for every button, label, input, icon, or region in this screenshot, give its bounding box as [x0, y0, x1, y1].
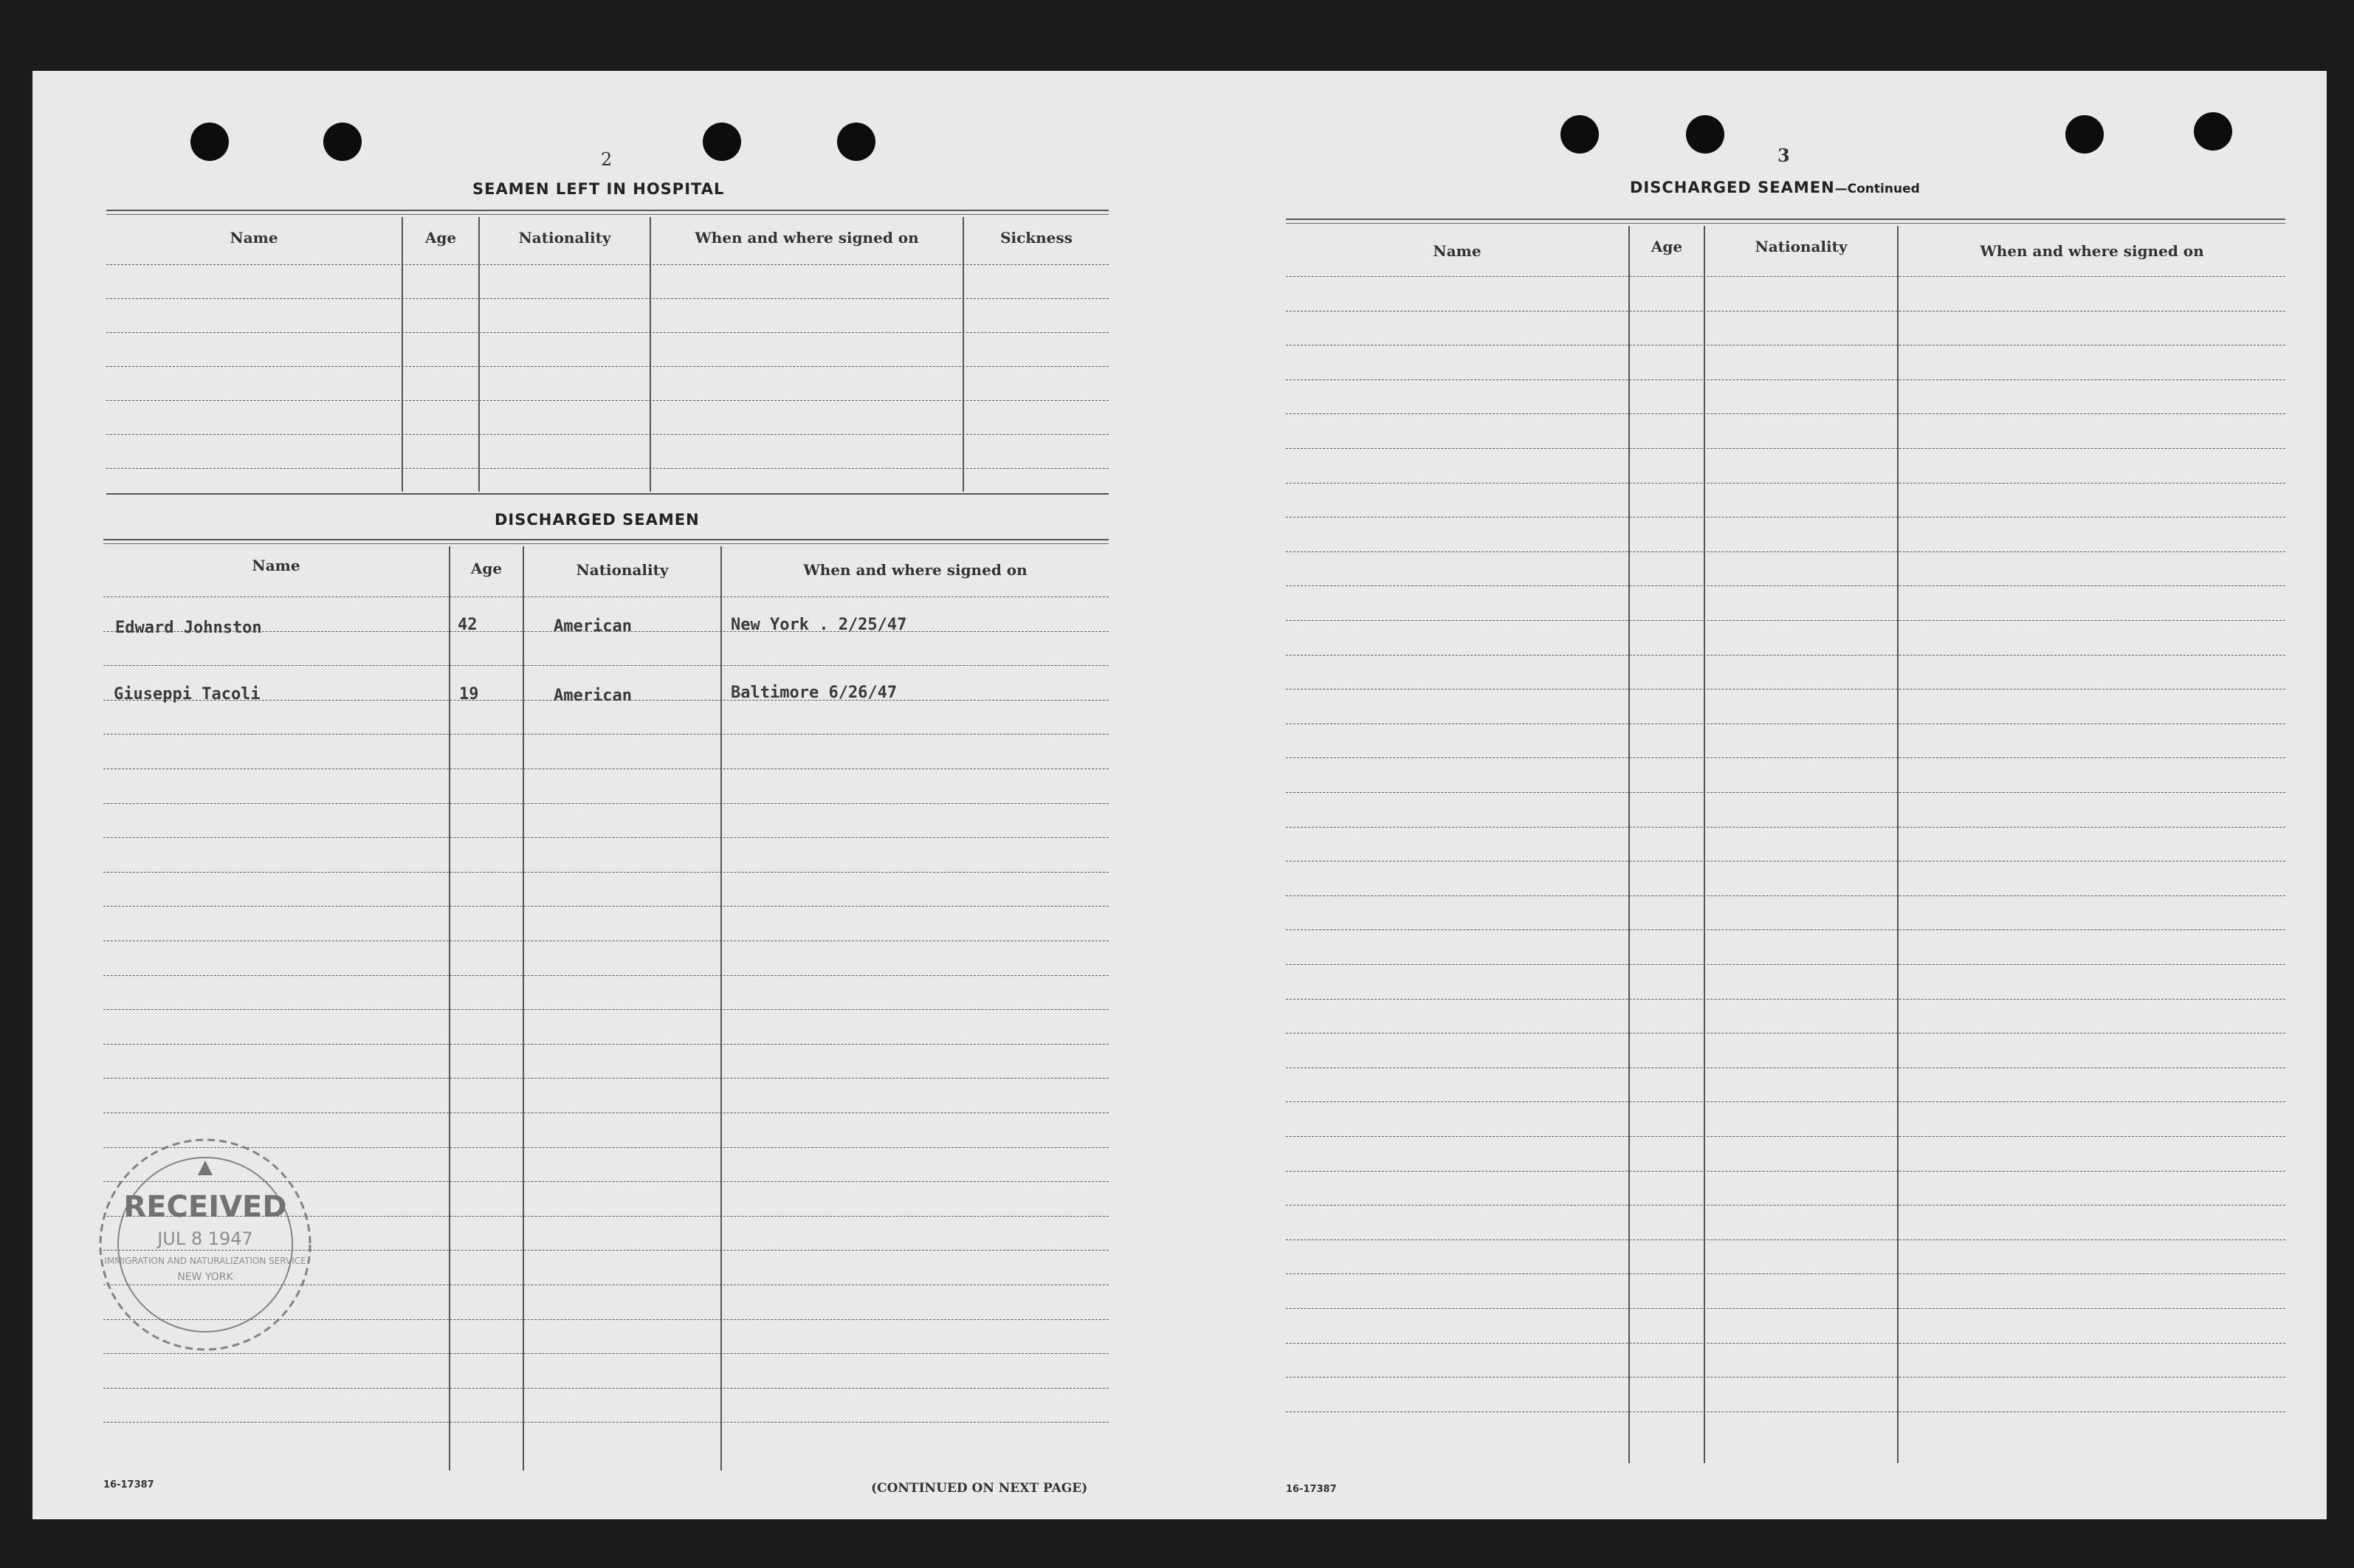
- column-header-name: Name: [252, 557, 300, 574]
- punch-hole: [1560, 115, 1599, 154]
- table-row-line: [1286, 1308, 2285, 1309]
- seaman-age: 42: [458, 616, 478, 634]
- column-divider: [1628, 226, 1630, 1463]
- table-row-line: [1286, 1171, 2285, 1172]
- table-top-rule: [103, 543, 1109, 544]
- column-header-sickness: Sickness: [1000, 229, 1073, 247]
- table-row-line: [106, 468, 1109, 469]
- received-stamp: [94, 1134, 316, 1355]
- table-row-line: [1286, 861, 2285, 862]
- column-header-age: Age: [470, 560, 503, 577]
- column-header-age: Age: [424, 229, 457, 247]
- table-bottom-rule: [106, 493, 1109, 495]
- table-row-line: [1286, 1205, 2285, 1206]
- column-header-signed-on: When and where signed on: [695, 229, 919, 247]
- column-divider: [402, 217, 403, 492]
- seaman-signed-on: Baltimore 6/26/47: [731, 684, 898, 702]
- column-divider: [963, 217, 964, 492]
- page-number: 3: [1777, 145, 1790, 166]
- table-row-line: [1286, 689, 2285, 690]
- column-header-signed-on: When and where signed on: [803, 561, 1028, 579]
- stamp-word: RECEIVED: [123, 1190, 287, 1224]
- table-row-line: [106, 264, 1109, 265]
- stamp-arrow-icon: [198, 1160, 213, 1175]
- column-header-nationality: Nationality: [1755, 238, 1848, 255]
- right-page: [1180, 71, 2327, 1519]
- table-row-line: [1286, 1377, 2285, 1378]
- table-row-line: [1286, 655, 2285, 656]
- table-row-line: [103, 1422, 1109, 1423]
- column-header-name: Name: [230, 229, 278, 247]
- seaman-name: Edward Johnston: [115, 619, 262, 637]
- punch-hole: [703, 123, 741, 161]
- table-row-line: [103, 1009, 1109, 1010]
- hospital-section-title: SEAMEN LEFT IN HOSPITAL: [472, 180, 725, 198]
- table-top-rule: [1286, 219, 2285, 220]
- table-row-line: [1286, 448, 2285, 449]
- table-row-line: [1286, 379, 2285, 380]
- table-row-line: [103, 1044, 1109, 1045]
- table-row-line: [1286, 311, 2285, 312]
- column-header-nationality: Nationality: [518, 229, 611, 247]
- stamp-agency: IMMIGRATION AND NATURALIZATION SERVICE: [104, 1256, 306, 1266]
- table-row-line: [1286, 1101, 2285, 1102]
- punch-hole: [2194, 112, 2232, 151]
- table-top-rule: [106, 210, 1109, 211]
- table-row-line: [1286, 1239, 2285, 1240]
- page-number: 2: [601, 149, 613, 170]
- table-row-line: [103, 975, 1109, 976]
- table-top-rule: [103, 539, 1109, 540]
- column-header-age: Age: [1651, 238, 1683, 255]
- seaman-age: 19: [459, 685, 479, 704]
- column-divider: [1897, 226, 1899, 1463]
- table-row-line: [1286, 413, 2285, 414]
- punch-hole: [1686, 115, 1724, 154]
- table-row-line: [106, 332, 1109, 333]
- punch-hole: [837, 123, 875, 161]
- column-divider: [449, 546, 450, 1471]
- table-row-line: [1286, 1033, 2285, 1034]
- table-row-line: [1286, 929, 2285, 930]
- table-row-line: [103, 665, 1109, 666]
- table-row-line: [103, 837, 1109, 838]
- table-row-line: [103, 1078, 1109, 1079]
- column-divider: [478, 217, 480, 492]
- title-text: DISCHARGED SEAMEN: [1630, 179, 1835, 196]
- table-row-line: [1286, 585, 2285, 586]
- table-row-line: [106, 366, 1109, 367]
- table-row-line: [103, 596, 1109, 597]
- discharged-continued-title: [1630, 179, 1920, 196]
- stamp-city: NEW YORK: [177, 1271, 233, 1283]
- table-row-line: [1286, 999, 2285, 1000]
- seaman-name: Giuseppi Tacoli: [114, 685, 261, 704]
- table-row-line: [1286, 792, 2285, 793]
- stamp-date: JUL 8 1947: [157, 1228, 253, 1249]
- column-divider: [650, 217, 651, 492]
- seaman-signed-on: New York . 2/25/47: [731, 616, 907, 634]
- table-row-line: [1286, 620, 2285, 621]
- table-row-line: [1286, 1411, 2285, 1412]
- column-header-nationality: Nationality: [576, 561, 669, 579]
- punch-hole: [190, 123, 229, 161]
- table-row-line: [106, 434, 1109, 435]
- table-row-line: [1286, 895, 2285, 896]
- table-row-line: [103, 1388, 1109, 1389]
- discharged-section-title: DISCHARGED SEAMEN: [495, 511, 700, 529]
- column-divider: [523, 546, 524, 1471]
- table-top-rule: [1286, 223, 2285, 224]
- table-row-line: [1286, 1273, 2285, 1274]
- table-row-line: [1286, 1343, 2285, 1344]
- table-row-line: [103, 906, 1109, 907]
- table-row-line: [1286, 276, 2285, 277]
- column-header-signed-on: When and where signed on: [1980, 242, 2204, 260]
- seaman-nationality: American: [554, 617, 632, 636]
- table-row-line: [1286, 723, 2285, 724]
- title-suffix: —Continued: [1834, 182, 1920, 196]
- left-page: [32, 71, 1154, 1519]
- table-row-line: [1286, 1136, 2285, 1137]
- document-sheet: [32, 71, 2327, 1519]
- form-number: 16-17387: [1286, 1484, 1337, 1495]
- table-row-line: [1286, 757, 2285, 758]
- table-row-line: [1286, 551, 2285, 552]
- table-row-line: [1286, 827, 2285, 828]
- table-row-line: [103, 734, 1109, 735]
- table-top-rule: [106, 214, 1109, 215]
- seaman-nationality: American: [554, 687, 632, 705]
- table-row-line: [103, 872, 1109, 873]
- punch-hole: [323, 123, 362, 161]
- table-row-line: [1286, 1067, 2285, 1068]
- table-row-line: [106, 400, 1109, 401]
- column-divider: [720, 546, 722, 1471]
- table-row-line: [103, 803, 1109, 804]
- table-row-line: [1286, 964, 2285, 965]
- column-divider: [1704, 226, 1705, 1463]
- continued-footer: (CONTINUED ON NEXT PAGE): [871, 1481, 1088, 1496]
- column-header-name: Name: [1433, 242, 1481, 260]
- table-row-line: [106, 298, 1109, 299]
- punch-hole: [2065, 115, 2104, 154]
- table-row-line: [1286, 483, 2285, 484]
- table-row-line: [103, 768, 1109, 769]
- form-number: 16-17387: [103, 1479, 154, 1490]
